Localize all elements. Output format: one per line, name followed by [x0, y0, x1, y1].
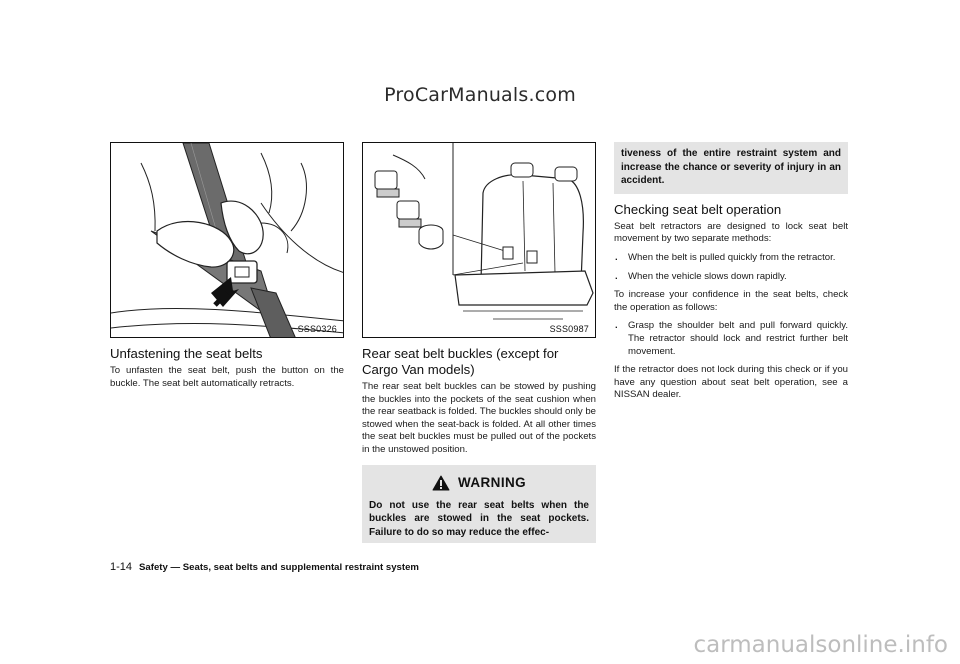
warning-text: Do not use the rear seat belts when the buckles are stowed in the seat pockets. Failure to do so may reduce the effec-: [369, 499, 589, 538]
warning-box: [362, 465, 596, 544]
column-2: [362, 142, 596, 543]
warning-header: [369, 471, 589, 499]
figure-rear-buckles: [362, 142, 596, 338]
figure-unfasten-belt: [110, 142, 344, 338]
rear-seat-illustration: [363, 143, 596, 338]
list-item: [614, 252, 848, 265]
warning-continued-box: [614, 142, 848, 194]
column-1: [110, 142, 344, 396]
list-item: [614, 320, 848, 358]
chapter-title: Safety — Seats, seat belts and supplemental restraint system: [139, 562, 419, 573]
bullet-glyph: .: [615, 270, 618, 282]
paragraph-check-intro: To increase your confidence in the seat belts, check the operation as follows:: [614, 289, 848, 313]
watermark-top: ProCarManuals.com: [384, 84, 576, 106]
list-item-text: When the vehicle slows down rapidly.: [628, 270, 787, 282]
figure-code: SSS0326: [297, 324, 337, 334]
paragraph-rear-buckles: The rear seat belt buckles can be stowed by pushing the buckles into the pockets of the seat cushion when the rear seatback is folded. The buckles should only be stowed when the seat-back is folded. At all other times the seat belt buckles must be pulled out of the pockets in the unstowed position.: [362, 381, 596, 455]
list-item: [614, 271, 848, 284]
warning-continued-text: tiveness of the entire restraint system and increase the chance or severity of injury in an accident.: [621, 148, 841, 187]
figure-code: SSS0987: [549, 324, 589, 334]
methods-list: [614, 252, 848, 283]
steps-list: [614, 320, 848, 358]
belt-buckle-illustration: [111, 143, 344, 338]
section-heading-rear-buckles: Rear seat belt buckles (except for Cargo Van models): [362, 346, 559, 377]
page-footer: [110, 561, 419, 573]
paragraph-closing: If the retractor does not lock during this check or if you have any question about seat belt operation, see a NISSAN dealer.: [614, 364, 848, 401]
bullet-glyph: .: [615, 251, 618, 263]
watermark-bottom: carmanualsonline.info: [693, 632, 948, 658]
paragraph-unfastening: To unfasten the seat belt, push the button on the buckle. The seat belt automatically retracts.: [110, 365, 344, 389]
list-item-text: When the belt is pulled quickly from the retractor.: [628, 251, 836, 263]
list-item-text: Grasp the shoulder belt and pull forward quickly. The retractor should lock and restrict further belt movement.: [628, 320, 848, 357]
warning-icon: [432, 475, 450, 491]
paragraph-intro: Seat belt retractors are designed to lock seat belt movement by two separate methods:: [614, 220, 848, 245]
section-heading-unfastening: Unfastening the seat belts: [110, 346, 263, 361]
bullet-glyph: .: [615, 320, 618, 332]
warning-title: WARNING: [457, 475, 527, 491]
section-heading-checking: Checking seat belt operation: [614, 201, 782, 217]
column-3: [614, 142, 848, 408]
page-number: 1-14: [110, 561, 133, 573]
